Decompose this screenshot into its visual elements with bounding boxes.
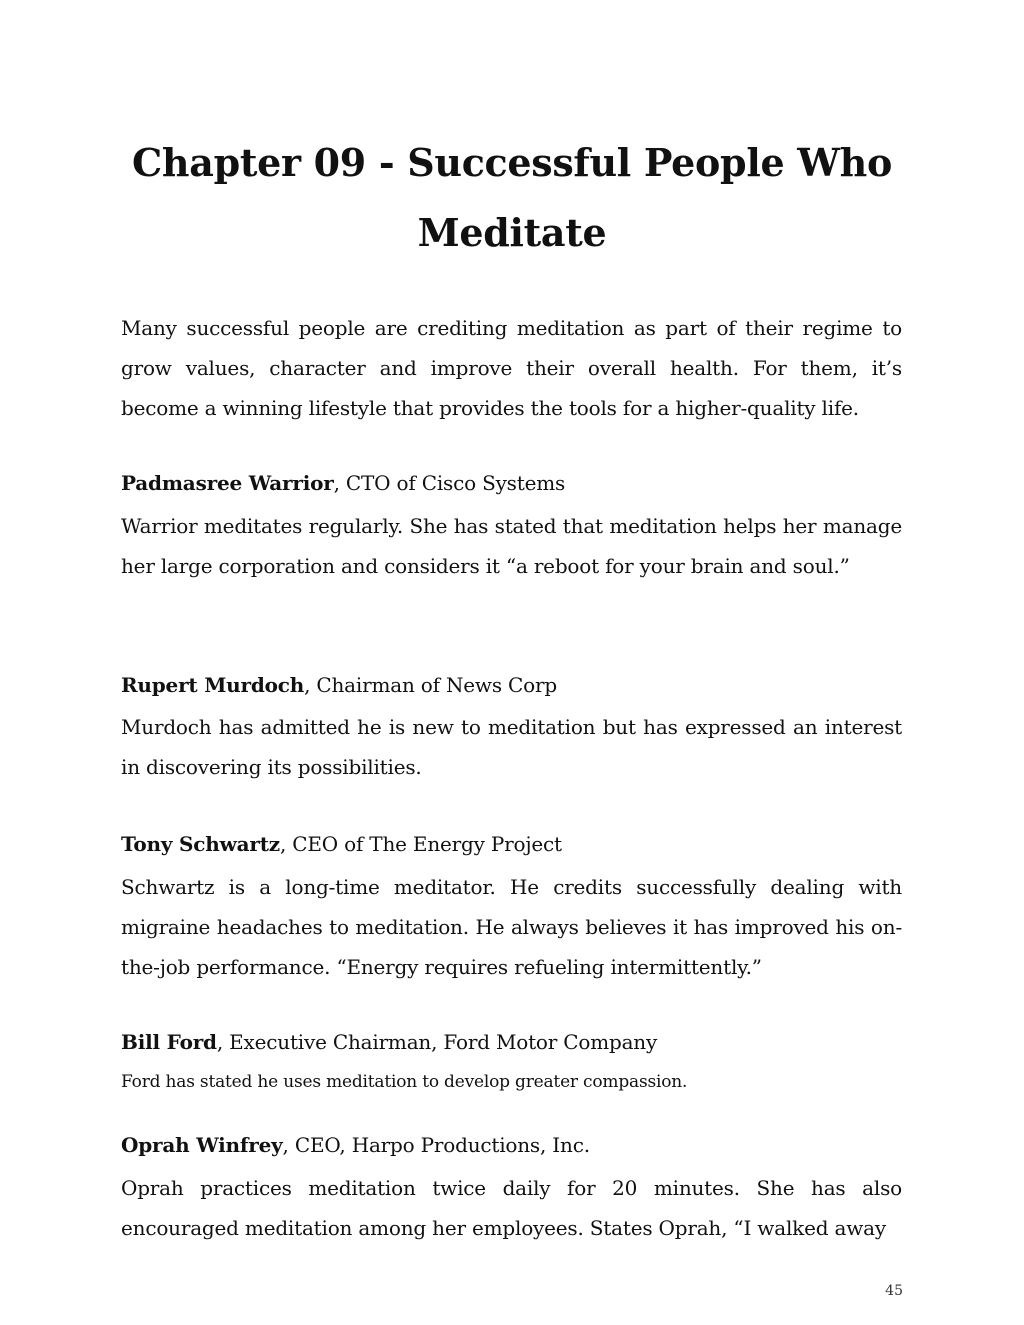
profile-heading: [121, 670, 902, 700]
profile-title: , CEO, Harpo Productions, Inc.: [282, 1133, 590, 1157]
profile-heading: [121, 1130, 902, 1160]
profile-title: , Executive Chairman, Ford Motor Company: [216, 1030, 658, 1054]
profile-title: , CTO of Cisco Systems: [333, 471, 566, 495]
profile-name: Tony Schwartz: [121, 832, 280, 856]
profile-heading: [121, 468, 902, 498]
profile-text: Murdoch has admitted he is new to meditation but has expressed an interest in discovering its possibilities.: [121, 715, 902, 779]
profile-name: Padmasree Warrior: [121, 471, 334, 495]
profile-name: Rupert Murdoch: [121, 673, 305, 697]
profile-text: Ford has stated he uses meditation to develop greater compassion.: [121, 1072, 688, 1092]
profile-name: Bill Ford: [121, 1030, 217, 1054]
chapter-title: Chapter 09 - Successful People Who Meditate: [131, 140, 893, 255]
profile-text: Warrior meditates regularly. She has stated that meditation helps her manage her large corporation and considers it “a reboot for your brain and soul.”: [121, 514, 902, 578]
profile-title: , Chairman of News Corp: [304, 673, 557, 697]
profile-text: Oprah practices meditation twice daily for 20 minutes. She has also encouraged meditation among her employees. States Oprah, “I walked away: [121, 1176, 902, 1240]
profile-title: , CEO of The Energy Project: [279, 832, 562, 856]
profile-text: Schwartz is a long-time meditator. He credits successfully dealing with migraine headaches to meditation. He always believes it has improved his on-the-job performance. “Energy requires refueling intermittently.”: [121, 875, 902, 979]
profile-heading: [121, 829, 902, 859]
profile-heading: [121, 1027, 902, 1057]
page-number: 45: [885, 1283, 903, 1299]
intro-paragraph: Many successful people are crediting meditation as part of their regime to grow values, character and improve their overall health. For them, it’s become a winning lifestyle that provides the tools for a higher-quality life.: [121, 316, 902, 420]
profile-name: Oprah Winfrey: [121, 1133, 283, 1157]
